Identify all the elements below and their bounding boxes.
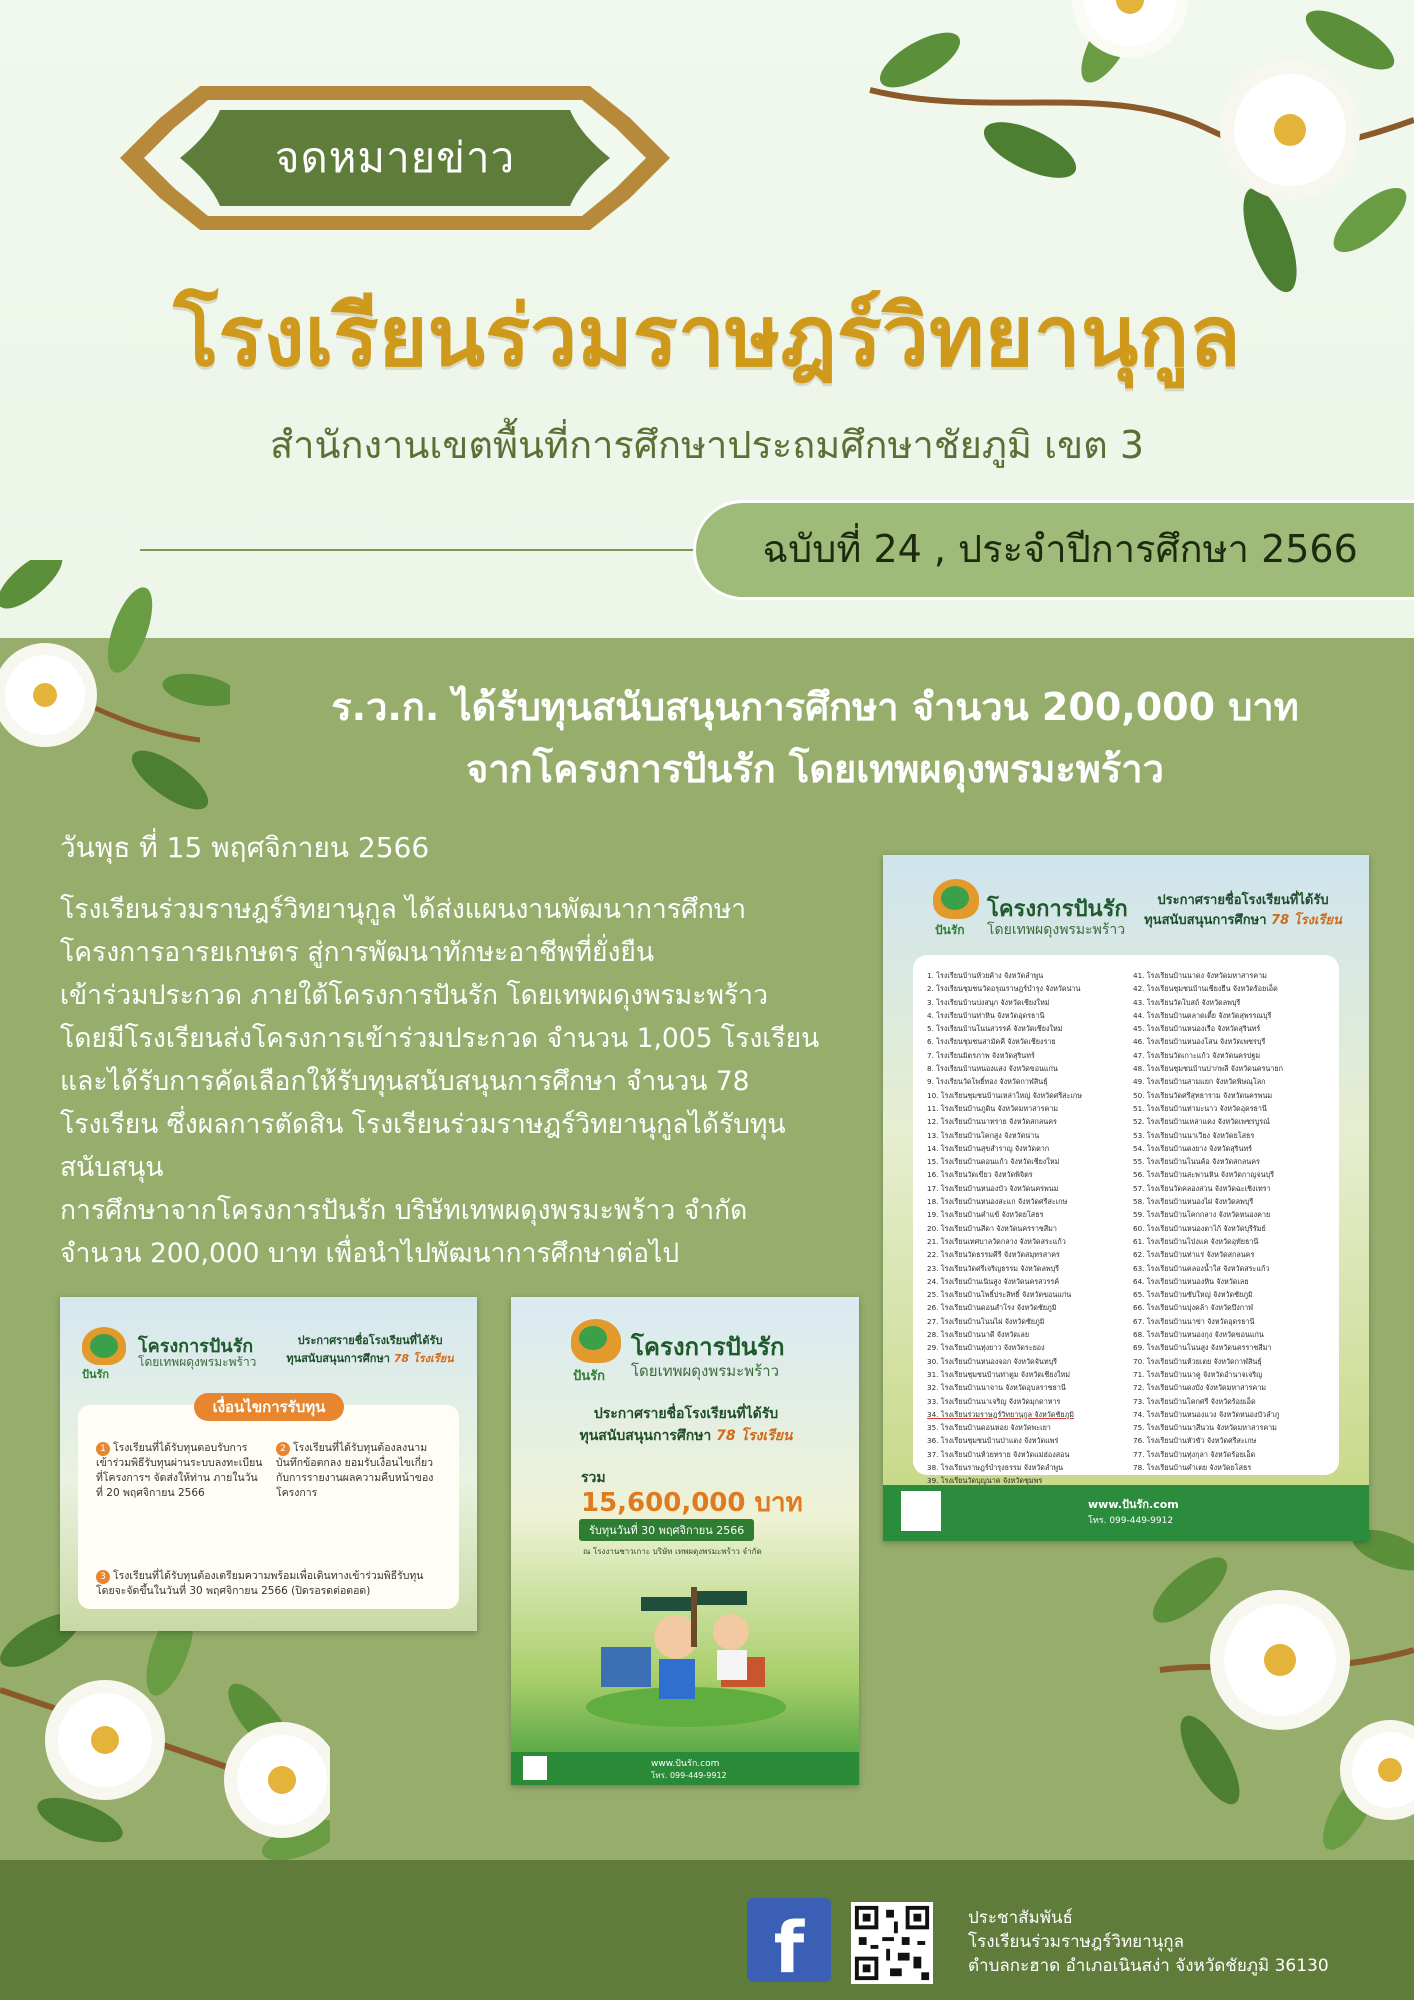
body-line: โรงเรียน ซึ่งผลการตัดสิน โรงเรียนร่วมราษฎร์วิทยานุกูลได้รับทุน	[60, 1109, 786, 1140]
poster-brand-title: โครงการปันรัก	[987, 897, 1128, 922]
school-title: โรงเรียนร่วมราษฎร์วิทยานุกูล	[173, 287, 1241, 385]
body-line: จำนวน 200,000 บาท เพื่อนำไปพัฒนาการศึกษาต่อไป	[60, 1238, 680, 1269]
list-item: 13. โรงเรียนบ้านโคกสูง จังหวัดน่าน	[927, 1130, 1040, 1140]
condition-3: 3 โรงเรียนที่ได้รับทุนต้องเตรียมความพร้อมเพื่อเดินทางเข้าร่วมพิธีรับทุน โดยจะจัดขึ้นในวันที่ 30 พฤศจิกายน 2566 (ปิดรอรดต่อตอด)	[96, 1570, 424, 1597]
list-item: 38. โรงเรียนราษฎร์บำรุงธรรม จังหวัดลำพูน	[927, 1462, 1064, 1472]
list-item: 69. โรงเรียนบ้านโนนสูง จังหวัดนครราชสีมา	[1133, 1343, 1272, 1353]
announce-text-2: ทุนสนับสนุนการศึกษา	[579, 1428, 712, 1444]
qr-code-icon	[901, 1491, 941, 1531]
punrak-logo-icon	[933, 879, 979, 919]
qr-code-icon	[523, 1756, 547, 1780]
conditions-card	[78, 1405, 459, 1609]
condition-2: 2 โรงเรียนที่ได้รับทุนต้องลงนามบันทึกข้อตกลง ยอมรับเงื่อนไขเกี่ยวกับการรายงานผลความคืบหน้าของโครงการ	[276, 1442, 434, 1499]
list-item: 73. โรงเรียนบ้านโคกศรี จังหวัดร้อยเอ็ด	[1133, 1396, 1256, 1406]
list-item: 20. โรงเรียนบ้านสีดา จังหวัดนครราชสีมา	[927, 1223, 1057, 1233]
article-headline	[260, 676, 1370, 800]
qr-code-icon[interactable]	[851, 1902, 933, 1984]
list-item: 60. โรงเรียนบ้านหนองตาไก้ จังหวัดบุรีรัมย์	[1133, 1223, 1266, 1233]
list-item: 3. โรงเรียนบ้านปงสนุก จังหวัดเชียงใหม่	[927, 997, 1050, 1007]
list-item: 68. โรงเรียนบ้านหนองกุง จังหวัดขอนแก่น	[1133, 1330, 1264, 1340]
poster-announce	[541, 1403, 831, 1447]
school-list-left	[927, 969, 1082, 1501]
list-item: 62. โรงเรียนบ้านท่าแร่ จังหวัดสกลนคร	[1133, 1250, 1255, 1260]
list-item: 75. โรงเรียนบ้านนาสีนวน จังหวัดมหาสารคาม	[1133, 1423, 1277, 1433]
list-item: 28. โรงเรียนบ้านนาดี จังหวัดเลย	[927, 1330, 1030, 1340]
list-item: 24. โรงเรียนบ้านเนินสูง จังหวัดนครสวรรค์	[927, 1276, 1060, 1286]
list-item: 71. โรงเรียนบ้านนาคู จังหวัดอำนาจเจริญ	[1133, 1369, 1263, 1379]
list-item: 36. โรงเรียนชุมชนบ้านป่าแดง จังหวัดแพร่	[927, 1436, 1059, 1446]
students-illustration	[581, 1577, 791, 1727]
list-item: 7. โรงเรียนมิตรภาพ จังหวัดสุรินทร์	[927, 1050, 1035, 1060]
list-item: 55. โรงเรียนบ้านโนนค้อ จังหวัดสกลนคร	[1133, 1157, 1260, 1167]
announce-text: ประกาศรายชื่อโรงเรียนที่ได้รับ	[297, 1334, 443, 1347]
poster-brand-sub: โดยเทพผดุงพรมะพร้าว	[987, 922, 1126, 938]
condition-1: 1 โรงเรียนที่ได้รับทุนตอบรับการเข้าร่วมพิธีรับทุนผ่านระบบลงทะเบียนที่โครงการฯ จัดส่งให้ท่าน ภายในวันที่ 20 พฤศจิกายน 2566	[96, 1442, 263, 1499]
list-item: 77. โรงเรียนบ้านทุ่งกุลา จังหวัดร้อยเอ็ด	[1133, 1449, 1256, 1459]
poster-logo-text: ปันรัก	[82, 1368, 110, 1381]
flower-decoration-top-right	[850, 0, 1414, 300]
poster-phone: โทร. 099-449-9912	[1088, 1516, 1174, 1526]
list-item: 37. โรงเรียนบ้านห้วยทราย จังหวัดแม่ฮ่องสอน	[927, 1449, 1070, 1459]
list-item: 41. โรงเรียนบ้านนาดง จังหวัดมหาสารคาม	[1133, 971, 1267, 980]
list-item: 65. โรงเรียนบ้านซับใหญ่ จังหวัดชัยภูมิ	[1133, 1290, 1253, 1300]
list-item: 39. โรงเรียนวัดบุญนาค จังหวัดชุมพร	[927, 1476, 1043, 1486]
list-item: 49. โรงเรียนบ้านสามแยก จังหวัดพิษณุโลก	[1133, 1077, 1266, 1087]
list-item: 70. โรงเรียนบ้านห้วยเตย จังหวัดกาฬสินธุ์	[1133, 1356, 1262, 1366]
list-item: 54. โรงเรียนบ้านดงยาง จังหวัดสุรินทร์	[1133, 1143, 1253, 1153]
poster-website: www.ปันรัก.com	[1088, 1498, 1179, 1511]
body-line: สนับสนุน	[60, 1152, 164, 1183]
school-count: 78 โรงเรียน	[1271, 913, 1342, 928]
announce-text: ประกาศรายชื่อโรงเรียนที่ได้รับ	[593, 1406, 779, 1422]
poster-brand-title: โครงการปันรัก	[138, 1336, 254, 1357]
flower-decoration-bottom-left	[0, 1600, 330, 1860]
poster-website: www.ปันรัก.com	[651, 1759, 720, 1769]
headline-line-2: จากโครงการปันรัก โดยเทพผดุงพรมะพร้าว	[466, 747, 1164, 791]
list-item: 33. โรงเรียนบ้านนาเจริญ จังหวัดมุกดาหาร	[927, 1396, 1061, 1406]
poster-logo-text: ปันรัก	[935, 923, 965, 937]
list-item: 30. โรงเรียนบ้านหนองจอก จังหวัดจันทบุรี	[927, 1356, 1057, 1366]
article-body	[60, 888, 850, 1275]
facebook-icon[interactable]: f	[747, 1898, 831, 1982]
list-item: 67. โรงเรียนบ้านนาข่า จังหวัดอุดรธานี	[1133, 1316, 1255, 1326]
announce-text-2: ทุนสนับสนุนการศึกษา	[1144, 913, 1267, 928]
school-list-card	[913, 955, 1339, 1486]
list-item: 1. โรงเรียนบ้านห้วยค้าง จังหวัดลำพูน	[927, 971, 1044, 980]
list-item: 9. โรงเรียนวัดโพธิ์ทอง จังหวัดกาฬสินธุ์	[927, 1077, 1048, 1087]
list-item: 52. โรงเรียนบ้านเหล่าแดง จังหวัดเพชรบูรณ์	[1133, 1117, 1270, 1127]
pr-label: ประชาสัมพันธ์	[968, 1908, 1073, 1928]
list-item: 31. โรงเรียนชุมชนบ้านท่าตูม จังหวัดเชียงใหม่	[927, 1369, 1070, 1379]
list-item: 72. โรงเรียนบ้านดงบัง จังหวัดมหาสารคาม	[1133, 1383, 1266, 1393]
poster-brand-title: โครงการปันรัก	[631, 1333, 785, 1361]
announce-text-2: ทุนสนับสนุนการศึกษา	[286, 1352, 390, 1365]
list-item: 32. โรงเรียนบ้านนาจาน จังหวัดอุบลราชธานี	[927, 1383, 1066, 1393]
list-item: 51. โรงเรียนบ้านท่ามะนาว จังหวัดอุดรธานี	[1133, 1103, 1267, 1113]
list-item: 2. โรงเรียนชุมชนวัดอรุณราษฎร์บำรุง จังหวัดน่าน	[927, 984, 1081, 994]
list-item: 76. โรงเรียนบ้านหัวขัว จังหวัดศรีสะเกษ	[1133, 1436, 1257, 1446]
ceremony-venue: ณ โรงงานชาวเกาะ บริษัท เทพผดุงพรมะพร้าว จำกัด	[583, 1547, 762, 1556]
list-item: 58. โรงเรียนบ้านหนองไผ่ จังหวัดลพบุรี	[1133, 1197, 1254, 1207]
list-item: 27. โรงเรียนบ้านโนนไผ่ จังหวัดชัยภูมิ	[927, 1316, 1045, 1326]
list-item: 74. โรงเรียนบ้านหนองแวง จังหวัดหนองบัวลำภู	[1133, 1409, 1280, 1419]
list-item: 26. โรงเรียนบ้านดอนสำโรง จังหวัดชัยภูมิ	[927, 1303, 1057, 1313]
poster-school-list	[883, 855, 1369, 1541]
poster-brand-sub: โดยเทพผดุงพรมะพร้าว	[138, 1355, 257, 1369]
body-line: โรงเรียนร่วมราษฎร์วิทยานุกูล ได้ส่งแผนงานพัฒนาการศึกษา	[60, 894, 747, 925]
footer-contact	[968, 1906, 1329, 1978]
article-date: วันพุธ ที่ 15 พฤศจิกายน 2566	[60, 831, 430, 864]
body-line: การศึกษาจากโครงการปันรัก บริษัทเทพผดุงพรมะพร้าว จำกัด	[60, 1195, 748, 1226]
school-count: 78 โรงเรียน	[716, 1428, 793, 1444]
list-item: 14. โรงเรียนบ้านสุขสำราญ จังหวัดตาก	[927, 1143, 1050, 1153]
list-item: 10. โรงเรียนชุมชนบ้านเหล่าใหญ่ จังหวัดศรีสะเกษ	[927, 1090, 1082, 1100]
badge-label: จดหมายข่าว	[274, 133, 516, 182]
list-item: 4. โรงเรียนบ้านท่าหิน จังหวัดอุดรธานี	[927, 1010, 1045, 1020]
poster-announce	[1133, 891, 1353, 931]
issue-number: ฉบับที่ 24 , ประจำปีการศึกษา 2566	[762, 527, 1358, 571]
issue-divider	[140, 549, 700, 551]
poster-logo-text: ปันรัก	[573, 1369, 605, 1384]
list-item: 63. โรงเรียนบ้านคลองน้ำใส จังหวัดสระแก้ว	[1133, 1263, 1270, 1273]
list-item: 78. โรงเรียนบ้านคำเตย จังหวัดยโสธร	[1133, 1462, 1252, 1472]
list-item: 45. โรงเรียนบ้านหนองเรือ จังหวัดสุรินทร์	[1133, 1024, 1261, 1034]
footer-school: โรงเรียนร่วมราษฎร์วิทยานุกูล	[968, 1932, 1184, 1952]
list-item: 5. โรงเรียนบ้านโนนสวรรค์ จังหวัดเชียงใหม่	[927, 1024, 1063, 1034]
list-item: 25. โรงเรียนบ้านโพธิ์ประสิทธิ์ จังหวัดขอนแก่น	[927, 1290, 1072, 1300]
headline-line-1: ร.ว.ก. ได้รับทุนสนับสนุนการศึกษา จำนวน 200,000 บาท	[331, 685, 1299, 729]
list-item: 16. โรงเรียนวัดเขียว จังหวัดพิจิตร	[927, 1170, 1033, 1180]
flower-decoration-bottom-right	[1150, 1530, 1414, 1860]
list-item: 12. โรงเรียนบ้านนาทราย จังหวัดสกลนคร	[927, 1117, 1057, 1127]
list-item: 48. โรงเรียนชุมชนบ้านปากพลี จังหวัดนครนายก	[1133, 1064, 1283, 1074]
flower-decoration-left	[0, 560, 230, 820]
footer-address: ตำบลกะฮาด อำเภอเนินสง่า จังหวัดชัยภูมิ 36130	[968, 1956, 1329, 1976]
list-item: 64. โรงเรียนบ้านหนองหิน จังหวัดเลย	[1133, 1276, 1249, 1286]
list-item: 8. โรงเรียนบ้านหนองแสง จังหวัดขอนแก่น	[927, 1064, 1058, 1074]
list-item: 43. โรงเรียนวัดโบสถ์ จังหวัดลพบุรี	[1133, 997, 1241, 1007]
newsletter-badge	[110, 78, 680, 238]
list-item: 61. โรงเรียนบ้านโป่งแค จังหวัดอุทัยธานี	[1133, 1236, 1259, 1246]
body-line: และได้รับการคัดเลือกให้รับทุนสนับสนุนการศึกษา จำนวน 78	[60, 1066, 750, 1097]
body-line: โครงการอารยเกษตร สู่การพัฒนาทักษะอาชีพที่ยั่งยืน	[60, 937, 655, 968]
list-item: 50. โรงเรียนวัดศรีสุทธาราม จังหวัดนครพนม	[1133, 1090, 1273, 1100]
school-list-right	[1133, 969, 1283, 1474]
list-item: 42. โรงเรียนชุมชนบ้านเชียงยืน จังหวัดร้อยเอ็ด	[1133, 984, 1278, 994]
ceremony-date: รับทุนวันที่ 30 พฤศจิกายน 2566	[579, 1519, 754, 1541]
body-line: เข้าร่วมประกวด ภายใต้โครงการปันรัก โดยเทพผดุงพรมะพร้าว	[60, 980, 768, 1011]
list-item: 19. โรงเรียนบ้านคำแข้ จังหวัดยโสธร	[927, 1210, 1044, 1220]
punrak-logo-icon	[82, 1327, 126, 1365]
list-item: 57. โรงเรียนวัดคลองสวน จังหวัดฉะเชิงเทรา	[1133, 1183, 1271, 1193]
conditions-tag: เงื่อนไขการรับทุน	[194, 1393, 344, 1421]
list-item: 17. โรงเรียนบ้านหนองบัว จังหวัดนครพนม	[927, 1183, 1059, 1193]
list-item: 23. โรงเรียนวัดศรีเจริญธรรม จังหวัดลพบุรี	[927, 1263, 1060, 1273]
poster-conditions	[60, 1297, 477, 1631]
list-item: 6. โรงเรียนชุมชนสามัคคี จังหวัดเชียงราย	[927, 1037, 1056, 1047]
list-item: 22. โรงเรียนวัดธรรมคีรี จังหวัดสมุทรสาคร	[927, 1250, 1060, 1260]
list-item: 34. โรงเรียนร่วมราษฎร์วิทยานุกูล จังหวัดชัยภูมิ	[927, 1409, 1075, 1419]
body-line: โดยมีโรงเรียนส่งโครงการเข้าร่วมประกวด จำนวน 1,005 โรงเรียน	[60, 1023, 820, 1054]
poster-phone: โทร. 099-449-9912	[651, 1771, 727, 1780]
list-item: 47. โรงเรียนวัดเกาะแก้ว จังหวัดนครปฐม	[1133, 1050, 1261, 1060]
list-item: 21. โรงเรียนเทศบาลวัดกลาง จังหวัดสระแก้ว	[927, 1236, 1066, 1246]
poster-footer	[511, 1752, 859, 1785]
total-label: รวม	[581, 1470, 606, 1486]
total-amount: 15,600,000 บาท	[581, 1488, 803, 1518]
list-item: 53. โรงเรียนบ้านนาเวียง จังหวัดยโสธร	[1133, 1130, 1255, 1140]
list-item: 18. โรงเรียนบ้านหนองสะแก จังหวัดศรีสะเกษ	[927, 1197, 1068, 1207]
list-item: 59. โรงเรียนบ้านโคกกลาง จังหวัดหนองคาย	[1133, 1210, 1271, 1220]
announce-text: ประกาศรายชื่อโรงเรียนที่ได้รับ	[1157, 893, 1329, 908]
list-item: 29. โรงเรียนบ้านทุ่งยาว จังหวัดระยอง	[927, 1343, 1045, 1353]
education-office: สำนักงานเขตพื้นที่การศึกษาประถมศึกษาชัยภูมิ เขต 3	[269, 423, 1145, 467]
poster-total	[511, 1297, 859, 1785]
list-item: 56. โรงเรียนบ้านสะพานหิน จังหวัดกาญจนบุรี	[1133, 1170, 1274, 1180]
list-item: 46. โรงเรียนบ้านหนองโสน จังหวัดเพชรบุรี	[1133, 1037, 1266, 1047]
poster-announce	[280, 1331, 460, 1367]
school-count: 78 โรงเรียน	[393, 1352, 454, 1365]
list-item: 44. โรงเรียนบ้านตลาดเตี้ย จังหวัดสุพรรณบุรี	[1133, 1010, 1272, 1020]
list-item: 35. โรงเรียนบ้านดอนหอย จังหวัดพะเยา	[927, 1423, 1051, 1433]
list-item: 11. โรงเรียนบ้านภูดิน จังหวัดมหาสารคาม	[927, 1103, 1059, 1113]
poster-brand-sub: โดยเทพผดุงพรมะพร้าว	[631, 1362, 780, 1380]
list-item: 15. โรงเรียนบ้านดอนแก้ว จังหวัดเชียงใหม่	[927, 1157, 1060, 1167]
punrak-logo-icon	[571, 1319, 621, 1363]
list-item: 66. โรงเรียนบ้านบุ่งคล้า จังหวัดบึงกาฬ	[1133, 1303, 1254, 1313]
